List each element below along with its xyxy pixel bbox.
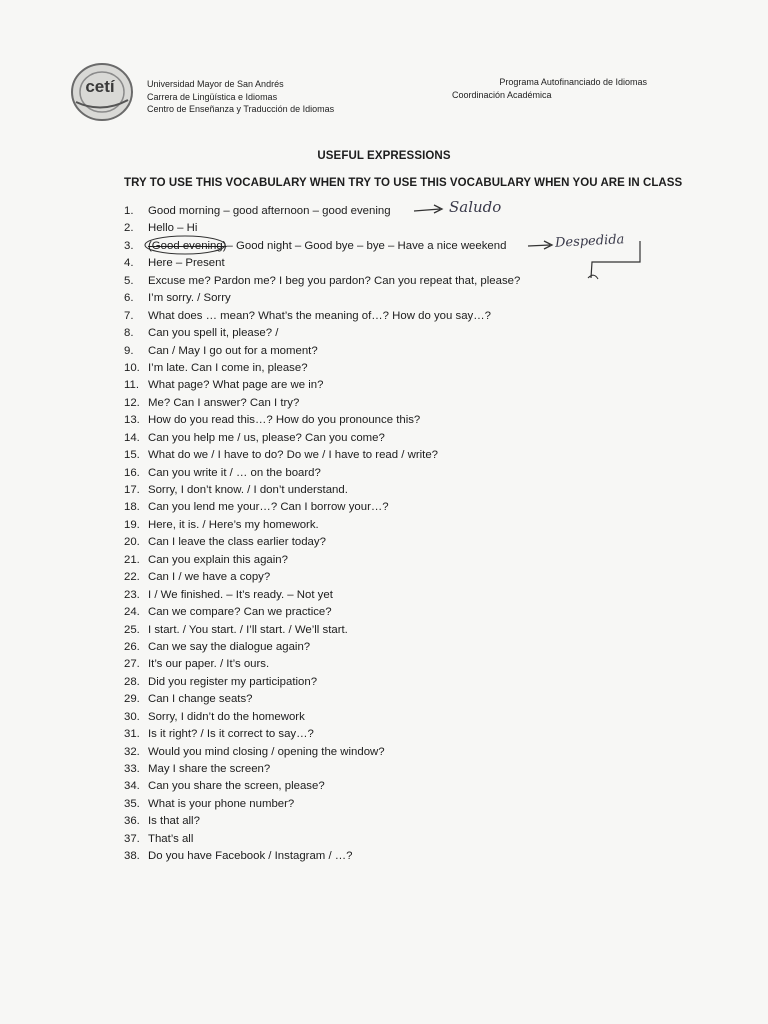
- page-subtitle: TRY TO USE THIS VOCABULARY WHEN TRY TO USE THIS VOCABULARY WHEN YOU ARE IN CLASS: [124, 177, 683, 189]
- list-item: 26. Can we say the dialogue again?: [124, 640, 311, 653]
- list-item: 5. Excuse me? Pardon me? I beg you pardon? Can you repeat that, please?: [124, 274, 521, 287]
- list-item: 25. I start. / You start. / I’ll start. / We’ll start.: [124, 623, 348, 636]
- list-item: 13. How do you read this…? How do you pronounce this?: [124, 414, 421, 427]
- list-item: 6. I’m sorry. / Sorry: [124, 292, 231, 305]
- list-item: 4. Here – Present: [124, 257, 225, 270]
- list-item: 8. Can you spell it, please? /: [124, 327, 279, 340]
- arrowhead-icon: [544, 241, 552, 249]
- list-item: 14. Can you help me / us, please? Can you come?: [124, 431, 385, 444]
- list-item: 20. Can I leave the class earlier today?: [124, 536, 326, 549]
- list-item: 27. It’s our paper. / It’s ours.: [124, 658, 270, 671]
- page-title: USEFUL EXPRESSIONS: [317, 150, 451, 162]
- list-item: 16. Can you write it / … on the board?: [124, 466, 321, 479]
- list-item: 1. Good morning – good afternoon – good evening: [124, 205, 391, 217]
- list-item: 7. What does … mean? What’s the meaning of…? How do you say…?: [124, 309, 491, 322]
- program-block: [452, 76, 647, 101]
- list-item: 32. Would you mind closing / opening the window?: [124, 745, 385, 758]
- list-item: 15. What do we / I have to do? Do we / I have to read / write?: [124, 449, 438, 462]
- list-item: 23. I / We finished. – It’s ready. – Not yet: [124, 588, 333, 601]
- struck-text: (Good evening): [148, 239, 227, 252]
- list-item: 38. Do you have Facebook / Instagram / …?: [124, 850, 353, 863]
- ceti-logo: [70, 62, 134, 122]
- list-item: 33. May I share the screen?: [124, 763, 271, 775]
- list-item: 31. Is it right? / Is it correct to say…?: [124, 728, 314, 741]
- department-name: Carrera de Lingüística e Idiomas: [147, 91, 278, 102]
- university-name: Universidad Mayor de San Andrés: [147, 79, 284, 89]
- list-item: 3. (Good evening)– Good night – Good bye – bye – Have a nice weekend: [124, 239, 507, 252]
- expressions-list: [124, 203, 520, 866]
- list-item: 35. What is your phone number?: [124, 797, 295, 810]
- list-item: 11. What page? What page are we in?: [124, 379, 324, 392]
- coordination-name: Coordinación Académica: [452, 89, 552, 100]
- list-item: 29. Can I change seats?: [124, 693, 253, 706]
- list-item: 10. I’m late. Can I come in, please?: [124, 361, 308, 374]
- list-item: 22. Can I / we have a copy?: [124, 571, 271, 584]
- handwritten-note-despedida: Despedida: [554, 232, 625, 251]
- list-item: 19. Here, it is. / Here’s my homework.: [124, 518, 319, 531]
- handwritten-note-saludo: Saludo: [449, 198, 502, 216]
- list-item: 12. Me? Can I answer? Can I try?: [124, 396, 300, 409]
- program-name: Programa Autofinanciado de Idiomas: [499, 77, 647, 87]
- list-item: 18. Can you lend me your…? Can I borrow your…?: [124, 501, 389, 514]
- list-item: 28. Did you register my participation?: [124, 675, 318, 688]
- list-item: 24. Can we compare? Can we practice?: [124, 606, 332, 619]
- logo-text: cetí: [85, 77, 115, 96]
- hook-mark-icon: [588, 275, 598, 279]
- institution-block: [147, 78, 334, 116]
- list-item: 9. Can / May I go out for a moment?: [124, 344, 318, 357]
- list-item: 36. Is that all?: [124, 815, 200, 828]
- list-item: 34. Can you share the screen, please?: [124, 780, 325, 793]
- list-item: 17. Sorry, I don’t know. / I don’t understand.: [124, 484, 348, 496]
- list-item: 2. Hello – Hi: [124, 222, 198, 235]
- list-item: 37. That’s all: [124, 832, 194, 845]
- arrow-icon: [528, 245, 550, 246]
- list-item: 30. Sorry, I didn’t do the homework: [124, 710, 305, 723]
- list-item: 21. Can you explain this again?: [124, 553, 288, 566]
- center-name: Centro de Enseñanza y Traducción de Idiomas: [147, 104, 335, 114]
